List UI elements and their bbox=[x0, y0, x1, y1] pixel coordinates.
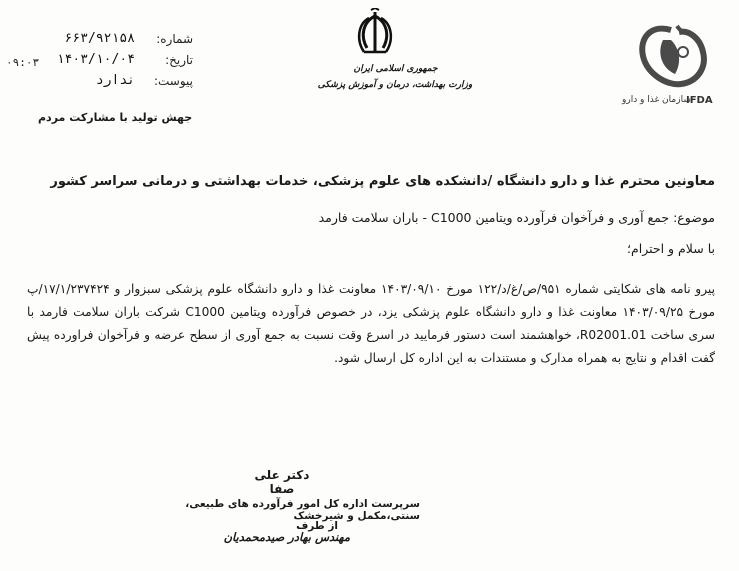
body-paragraph: پیرو نامه های شکایتی شماره ۹۵۱/ص/غ/د/۱۲۲ مورخ ۱۴۰۳/۰۹/۱۰ معاونت غذا و دارو دانشگاه علوم پزشکی سبزوار و ۱۷/۱/۲۳۷۴۲۴/پ مورخ ۱۴۰۳/۰۹/۲۵ معاونت غذا و دارو دانشگاه علوم پزشکی یزد، در خصوص فرآورده ویتامین C1000 شرکت باران سلامت فارمد با سری ساخت 01.R02001، خواهشمند است دستور فرمایید در اسرع وقت نسبت به جمع آوری از سطح عرضه و فرآخوان فراورده پیش گفت اقدام و نتایج به همراه مدارک و مستندات به این اداره کل ارسال شود. bbox=[27, 282, 716, 365]
attachment-label: پیوست: bbox=[153, 73, 193, 88]
signatory-name: دکتر علی صفا bbox=[254, 468, 310, 496]
subject: موضوع: جمع آوری و فرآخوان فرآورده ویتامین C1000 - باران سلامت فارمد bbox=[318, 210, 715, 225]
tagline: جهش تولید با مشارکت مردم bbox=[38, 111, 193, 124]
logo-org-name: سازمان غذا و دارو bbox=[622, 95, 691, 105]
emblem-line1: جمهوری اسلامی ایران bbox=[353, 64, 438, 74]
iran-emblem-icon bbox=[350, 8, 400, 63]
greeting: با سلام و احترام؛ bbox=[627, 241, 715, 256]
attachment-value: ندارد bbox=[95, 73, 135, 88]
number-label: شماره: bbox=[156, 31, 193, 46]
letter-meta bbox=[18, 28, 193, 91]
logo-abbr: IFDA bbox=[686, 95, 713, 106]
date-row bbox=[18, 49, 193, 70]
date-label: تاریخ: bbox=[165, 52, 193, 67]
on-behalf-label: از طرف bbox=[296, 520, 338, 532]
signer-name: مهندس بهادر صیدمحمدیان bbox=[223, 530, 350, 544]
number-value: ۶۶۳/۹۲۱۵۸ bbox=[64, 31, 135, 46]
signatory-title: سرپرست اداره کل امور فرآورده های طبیعی، سنتی،مکمل و شیرخشک bbox=[185, 498, 420, 522]
ifda-logo-icon bbox=[623, 22, 718, 92]
time-value: ۰۹:۰۳ bbox=[6, 56, 40, 69]
date-value: ۱۴۰۳/۱۰/۰۴ bbox=[56, 52, 135, 67]
attachment-row bbox=[18, 70, 193, 91]
recipient: معاونین محترم غذا و دارو دانشگاه /دانشکده های علوم پزشکی، خدمات بهداشتی و درمانی سراسر کشور bbox=[50, 174, 715, 189]
emblem-line2: وزارت بهداشت، درمان و آموزش پزشکی bbox=[317, 80, 473, 90]
number-row bbox=[18, 28, 193, 49]
